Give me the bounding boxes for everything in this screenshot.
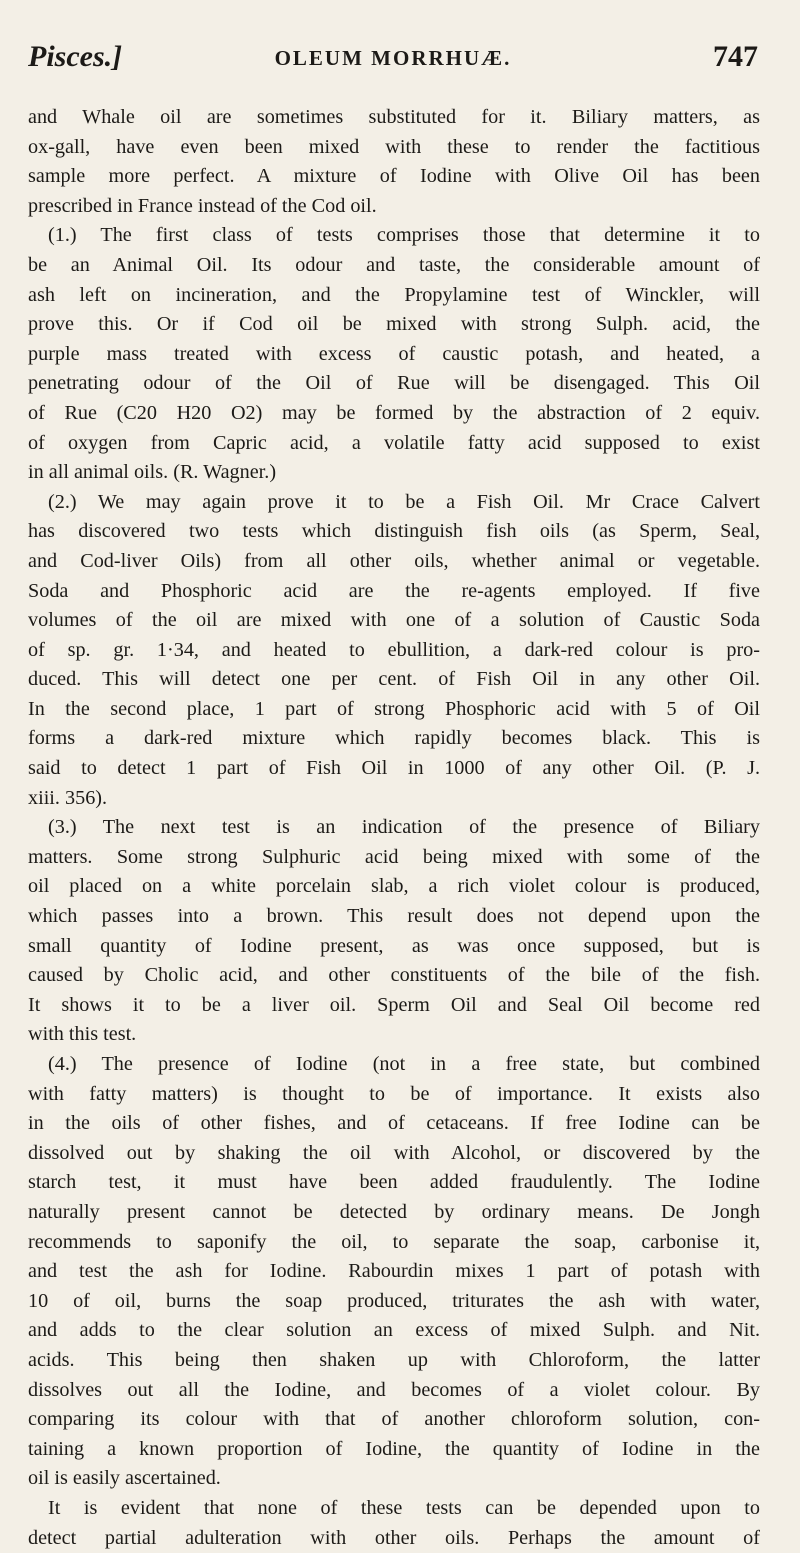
text-line: recommends to saponify the oil, to separate the soap, carbonise it,: [28, 1228, 760, 1258]
text-line: In the second place, 1 part of strong Phosphoric acid with 5 of Oil: [28, 695, 760, 725]
text-line: with this test.: [28, 1020, 760, 1050]
text-line: oil placed on a white porcelain slab, a rich violet colour is produced,: [28, 872, 760, 902]
text-line: (4.) The presence of Iodine (not in a free state, but combined: [28, 1050, 760, 1080]
page-number: 747: [713, 40, 758, 74]
text-line: Soda and Phosphoric acid are the re-agents employed. If five: [28, 577, 760, 607]
text-line: matters. Some strong Sulphuric acid being mixed with some of the: [28, 843, 760, 873]
text-line: said to detect 1 part of Fish Oil in 1000 of any other Oil. (P. J.: [28, 754, 760, 784]
text-line: acids. This being then shaken up with Chloroform, the latter: [28, 1346, 760, 1376]
text-line: duced. This will detect one per cent. of Fish Oil in any other Oil.: [28, 665, 760, 695]
text-line: oil is easily ascertained.: [28, 1464, 760, 1494]
text-line: 10 of oil, burns the soap produced, triturates the ash with water,: [28, 1287, 760, 1317]
page-heading: OLEUM MORRHUÆ.: [28, 46, 758, 71]
text-line: dissolves out all the Iodine, and becomes of a violet colour. By: [28, 1376, 760, 1406]
text-line: (1.) The first class of tests comprises those that determine it to: [28, 221, 760, 251]
text-line: of Rue (C20 H20 O2) may be formed by the abstraction of 2 equiv.: [28, 399, 760, 429]
text-line: forms a dark-red mixture which rapidly becomes black. This is: [28, 724, 760, 754]
text-line: caused by Cholic acid, and other constituents of the bile of the fish.: [28, 961, 760, 991]
text-line: of oxygen from Capric acid, a volatile fatty acid supposed to exist: [28, 429, 760, 459]
body-text: [28, 103, 760, 1553]
text-line: naturally present cannot be detected by ordinary means. De Jongh: [28, 1198, 760, 1228]
text-line: and Cod-liver Oils) from all other oils, whether animal or vegetable.: [28, 547, 760, 577]
text-line: in all animal oils. (R. Wagner.): [28, 458, 760, 488]
text-line: detect partial adulteration with other oils. Perhaps the amount of: [28, 1524, 760, 1553]
text-line: purple mass treated with excess of caustic potash, and heated, a: [28, 340, 760, 370]
text-line: taining a known proportion of Iodine, the quantity of Iodine in the: [28, 1435, 760, 1465]
text-line: ash left on incineration, and the Propylamine test of Winckler, will: [28, 281, 760, 311]
text-line: dissolved out by shaking the oil with Alcohol, or discovered by the: [28, 1139, 760, 1169]
text-line: (2.) We may again prove it to be a Fish Oil. Mr Crace Calvert: [28, 488, 760, 518]
section-title: Pisces.]: [28, 40, 122, 74]
text-line: and test the ash for Iodine. Rabourdin mixes 1 part of potash with: [28, 1257, 760, 1287]
text-line: has discovered two tests which distinguish fish oils (as Sperm, Seal,: [28, 517, 760, 547]
text-line: volumes of the oil are mixed with one of a solution of Caustic Soda: [28, 606, 760, 636]
text-line: xiii. 356).: [28, 784, 760, 814]
text-line: (3.) The next test is an indication of the presence of Biliary: [28, 813, 760, 843]
text-line: with fatty matters) is thought to be of importance. It exists also: [28, 1080, 760, 1110]
text-line: and adds to the clear solution an excess of mixed Sulph. and Nit.: [28, 1316, 760, 1346]
text-line: sample more perfect. A mixture of Iodine with Olive Oil has been: [28, 162, 760, 192]
text-line: It is evident that none of these tests can be depended upon to: [28, 1494, 760, 1524]
text-line: small quantity of Iodine present, as was once supposed, but is: [28, 932, 760, 962]
text-line: ox-gall, have even been mixed with these to render the factitious: [28, 133, 760, 163]
text-line: of sp. gr. 1·34, and heated to ebullition, a dark-red colour is pro-: [28, 636, 760, 666]
text-line: comparing its colour with that of another chloroform solution, con-: [28, 1405, 760, 1435]
text-line: prove this. Or if Cod oil be mixed with strong Sulph. acid, the: [28, 310, 760, 340]
text-line: which passes into a brown. This result does not depend upon the: [28, 902, 760, 932]
text-line: prescribed in France instead of the Cod oil.: [28, 192, 760, 222]
text-line: in the oils of other fishes, and of cetaceans. If free Iodine can be: [28, 1109, 760, 1139]
text-line: be an Animal Oil. Its odour and taste, the considerable amount of: [28, 251, 760, 281]
text-line: It shows it to be a liver oil. Sperm Oil and Seal Oil become red: [28, 991, 760, 1021]
text-line: and Whale oil are sometimes substituted for it. Biliary matters, as: [28, 103, 760, 133]
text-line: penetrating odour of the Oil of Rue will be disengaged. This Oil: [28, 369, 760, 399]
running-header: [28, 40, 758, 80]
text-line: starch test, it must have been added fraudulently. The Iodine: [28, 1168, 760, 1198]
